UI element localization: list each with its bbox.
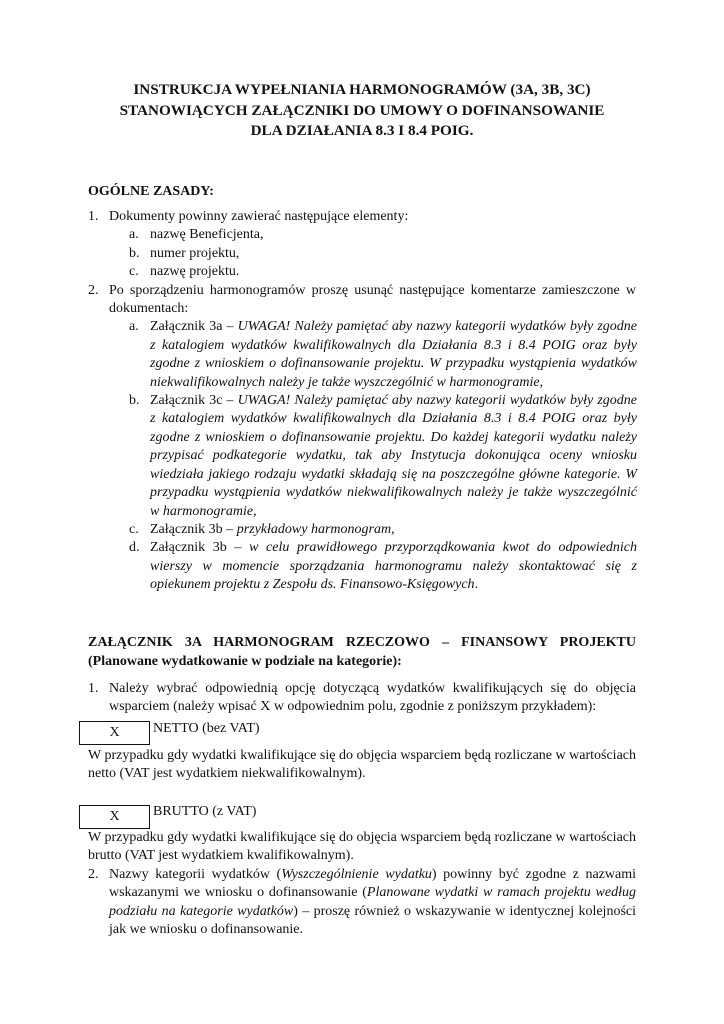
sub-list-item [0,318,724,392]
sub-list-item-text: numer projektu, [150,245,240,261]
sub-list-letter: c. [129,264,139,280]
comment-text: UWAGA! Należy pamiętać aby nazwy kategorii wydatków były zgodne z katalogiem wydatków kwalifikowalnych dla Działania 8.3 i 8.4 POIG oraz były zgodne z wnioskiem o dofinansowanie projektu. W przypadku wystąpienia wydatków niekwalifikowalnych należy je także wyszczególnić w harmonogramie [150,319,637,390]
list-item-text: Należy wybrać odpowiednią opcję dotyczącą wydatków kwalifikujących się do objęcia wsparciem (należy wpisać X w odpowiednim polu, zgodnie z poniższym przykładem): [109,681,636,715]
example-box-brutto: X [79,805,150,829]
sub-list-item [0,263,724,281]
punctuation: , [391,521,395,537]
sub-list-letter: b. [129,245,140,261]
sub-list-item-text [150,392,637,521]
box-mark: X [109,725,120,740]
list-item [0,282,724,319]
sub-list-item-text [150,318,637,392]
text-segment: ) – proszę również o wskazywanie w identycznej kolejności jak we wniosku o dofinansowanie. [109,903,636,938]
punctuation: , [253,503,257,519]
attachment-label: Załącznik 3b – [150,521,237,537]
attachment-label: Załącznik 3b – [150,540,250,556]
sub-list-item [0,539,724,594]
brutto-option-label: BRUTTO (z VAT) [153,804,257,819]
title-line-3: DLA DZIAŁANIA 8.3 I 8.4 POIG. [250,122,474,139]
attachment-3a-heading: ZAŁĄCZNIK 3A HARMONOGRAM RZECZOWO – FINANSOWY PROJEKTU [88,635,636,650]
sub-list-letter: a. [129,227,139,243]
example-box-netto [79,721,150,745]
list-item-text [109,866,636,940]
sub-list-letter: d. [129,540,140,556]
sub-list-letter: c. [129,521,139,537]
sub-list-item-text: nazwę projektu. [150,264,240,280]
sub-list-item [0,226,724,244]
sub-list-letter: a. [129,319,139,335]
brutto-description: W przypadku gdy wydatki kwalifikujące się do objęcia wsparciem będą rozliczane w wartościach brutto (VAT jest wydatkiem kwalifikowalnym). [88,830,636,864]
text-segment: Nazwy kategorii wydatków ( [109,867,282,882]
sub-list-item-text: nazwę Beneficjenta, [150,227,264,243]
general-rules-list [0,208,724,595]
netto-option-label: NETTO (bez VAT) [153,721,260,736]
list-number: 1. [88,681,99,696]
list-item [0,866,724,940]
comment-text: w celu prawidłowego przyporządkowania kwot do odpowiednich wierszy w momencie sporządzania harmonogramu należy skontaktować się z opiekunem projektu z Zespołu ds. Finansowo-Księgowych [150,540,637,593]
list-item-text: Po sporządzeniu harmonogramów proszę usunąć następujące komentarze zamieszczone w dokumentach: [109,282,636,317]
field-name: Wyszczególnienie wydatku [281,867,432,882]
comment-text: UWAGA! Należy pamiętać aby nazwy kategorii wydatków były zgodne z katalogiem wydatków kwalifikowalnych dla Działania 8.3 i 8.4 POIG oraz były zgodne z wnioskiem o dofinansowanie projektu. Do każdej kategorii wydatku należy przypisać podkategorie wydatku, tak aby Instytucja dokonująca oceny wniosku wiedziała jakiego rodzaju wydatki składają się na poszczególne główne kategorie. W przypadku wystąpienia wydatków niekwalifikowalnych należy je także wyszczególnić w harmonogramie [150,393,637,519]
sub-list-item [0,245,724,263]
attachment-label: Załącznik 3a – [150,319,238,335]
sub-list-item-text [150,539,637,594]
attachment-label: Załącznik 3c – [150,393,238,409]
list-item [0,208,724,226]
list-number: 2. [88,282,99,298]
list-number: 1. [88,209,99,224]
general-rules-heading: OGÓLNE ZASADY: [88,184,214,199]
field-name: Planowane wydatki w ramach projektu według podziału na kategorie wydatków [109,885,636,919]
sub-list-letter: b. [129,393,140,409]
list-item [0,680,724,717]
sub-list-item [0,521,724,539]
list-number: 2. [88,867,99,882]
list-item-text: Dokumenty powinny zawierać następujące elementy: [109,209,409,224]
document-title [88,80,636,142]
attachment-3a-list-continued [0,866,724,940]
attachment-3a-list [0,680,724,717]
text-segment: ) powinny być zgodne z nazwami wskazanymi we wniosku o dofinansowanie ( [109,867,636,901]
sub-list-item-text [150,521,637,539]
netto-description: W przypadku gdy wydatki kwalifikujące się do objęcia wsparciem będą rozliczane w wartościach netto (VAT jest wydatkiem niekwalifikowalnym). [88,748,636,782]
sub-list-item [0,392,724,521]
punctuation: , [539,374,544,390]
attachment-3a-subheading: (Planowane wydatkowanie w podziale na kategorie): [88,654,402,669]
punctuation: . [474,577,479,593]
comment-text: przykładowy harmonogram [236,521,392,537]
title-line-1: INSTRUKCJA WYPEŁNIANIA HARMONOGRAMÓW (3A, 3B, 3C) [133,81,591,98]
title-line-2: STANOWIĄCYCH ZAŁĄCZNIKI DO UMOWY O DOFINANSOWANIE [119,101,605,119]
